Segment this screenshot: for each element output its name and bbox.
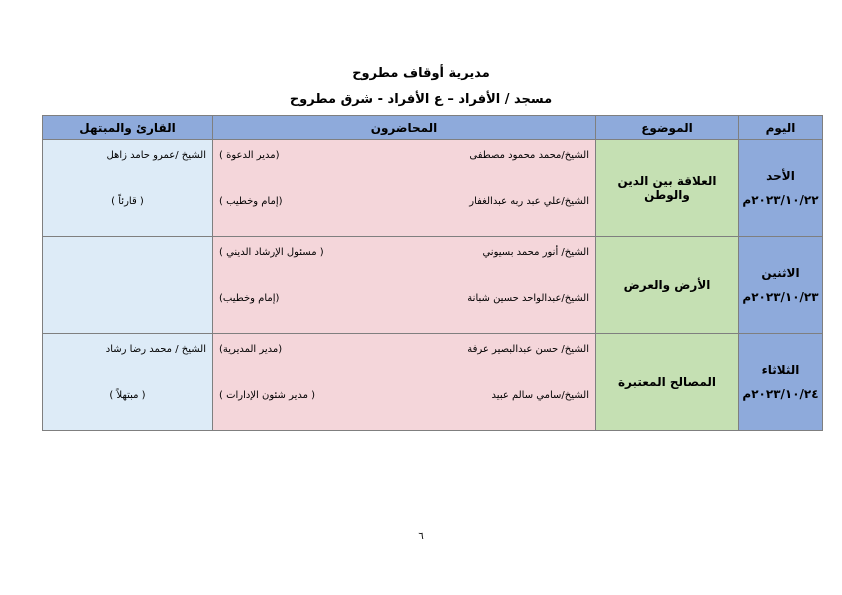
day-cell [739,237,823,334]
day-date: ٢٠٢٣/١٠/٢٣م [742,290,819,304]
reader-role [43,291,212,307]
document-title: مديرية أوقاف مطروح [352,66,490,81]
day-cell [739,140,823,237]
reader-name: الشيخ /عمرو حامد زاهل [106,150,206,161]
reader-name: الشيخ / محمد رضا رشاد [105,344,206,355]
column-header-reader: القارئ والمبتهل [43,116,213,140]
column-header-day: اليوم [739,116,823,140]
reader-name [43,245,212,261]
lecturer-line [213,245,595,261]
document-subtitle: مسجد / الأفراد – ع الأفراد - شرق مطروح [289,92,553,107]
lecturer-line [213,194,595,210]
reader-cell [43,140,213,237]
table-header-row [43,116,823,140]
lecturer-role: (مدير المديرية) [219,344,283,355]
lecturers-cell [213,334,596,431]
lecturer-line [213,148,595,164]
lecturer-name: الشيخ/ أنور محمد بسيوني [482,247,589,258]
lecturers-cell [213,140,596,237]
table-row [43,334,823,431]
lecturer-name: الشيخ/ حسن عبدالبصير عرفة [467,344,589,355]
lecturer-name: الشيخ/عبدالواحد حسين شبانة [467,293,589,304]
table-row [43,140,823,237]
table-row [43,237,823,334]
lecturer-role: ( مسئول الإرشاد الديني ) [219,247,324,258]
reader-cell [43,237,213,334]
reader-role: ( قارئاً ) [111,196,144,207]
topic-cell: الأرض والعرض [596,237,739,334]
reader-cell [43,334,213,431]
lecturer-line [213,291,595,307]
lecturer-role: (إمام وخطيب) [219,293,280,304]
day-name: الثلاثاء [761,363,800,377]
lecturer-name: الشيخ/سامي سالم عبيد [491,390,589,401]
lecturer-role: ( مدير شئون الإدارات ) [219,390,316,401]
lecturer-line [213,388,595,404]
lecturer-role: (إمام وخطيب ) [219,196,283,207]
lecturers-cell [213,237,596,334]
schedule-table [42,115,823,431]
day-name: الأحد [766,169,795,183]
day-date: ٢٠٢٣/١٠/٢٢م [742,193,819,207]
day-cell [739,334,823,431]
lecturer-line [213,342,595,358]
topic-cell: العلاقة بين الدين والوطن [596,140,739,237]
column-header-topic: الموضوع [596,116,739,140]
reader-role: ( مبتهلاً ) [109,390,146,401]
day-name: الاثنين [761,266,800,280]
day-date: ٢٠٢٣/١٠/٢٤م [742,387,819,401]
lecturer-name: الشيخ/محمد محمود مصطفى [469,150,589,161]
topic-cell: المصالح المعتبرة [596,334,739,431]
lecturer-role: (مدير الدعوة ) [219,150,280,161]
column-header-lecturers: المحاضرون [213,116,596,140]
page-number: ٦ [418,531,424,542]
lecturer-name: الشيخ/علي عبد ربه عبدالغفار [469,196,589,207]
